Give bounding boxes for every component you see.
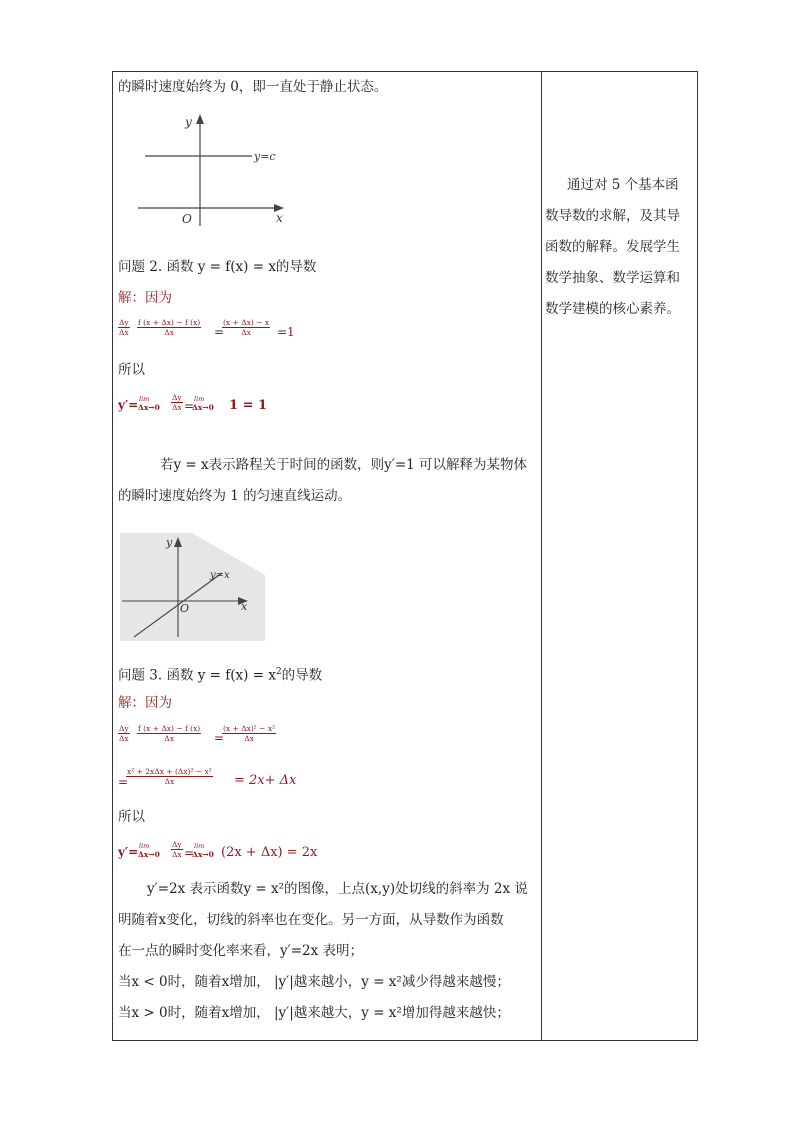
note-line-1: 通过对 5 个基本函 <box>567 177 679 193</box>
q2-lim-1: lim <box>139 395 150 403</box>
q3-paragraph-line3: 在一点的瞬时变化率来看，y′=2x 表明； <box>118 943 363 959</box>
right-column-note <box>545 170 695 325</box>
q3-lim-1: lim <box>139 842 150 850</box>
q2-limsub-2: Δx→0 <box>192 403 214 412</box>
q2-lim-result: 1 = 1 <box>229 398 268 413</box>
q3-lim-fraction: $\frac{\Delta y}{\Delta x}$ <box>172 840 182 859</box>
q3-limsub-2: Δx→0 <box>192 850 214 859</box>
q3-paragraph-line4: 当x < 0时，随着x增加， |y′|越来越小，y = x²减少得越来越慢； <box>118 974 510 990</box>
note-line-4: 数学抽象、数学运算和 <box>545 270 680 286</box>
q2-result: =1 <box>277 325 295 339</box>
constant-function-graph <box>130 108 300 233</box>
q2-lim-fraction: $\frac{\Delta y}{\Delta x}$ <box>172 393 182 412</box>
graph2-x-label: x <box>241 600 248 613</box>
q2-solution-label: 解：因为 <box>118 290 172 306</box>
q3-result-1: = 2x+ Δx <box>234 773 297 788</box>
q3-paragraph-line1: y′=2x 表示函数y = x²的图像，上点(x,y)处切线的斜率为 2x 说 <box>147 881 528 897</box>
graph2-y-label: y <box>166 536 173 549</box>
graph1-c-label: y=c <box>254 150 276 163</box>
note-line-2: 数导数的求解，及其导 <box>545 208 680 224</box>
q2-equals-sign: = <box>214 325 225 339</box>
q2-fraction-difference: $\frac{f (x + \Delta x) - f (x)}{\Delta x}$ <box>138 318 201 337</box>
q3-lim-2: lim <box>194 842 205 850</box>
q2-paragraph-line2: 的瞬时速度始终为 1 的匀速直线运动。 <box>118 488 352 504</box>
q3-limsub-1: Δx→0 <box>138 850 160 859</box>
q3-equals-sign: = <box>214 731 225 745</box>
q2-paragraph-line1: 若y = x表示路程关于时间的函数，则y′=1 可以解释为某物体 <box>160 457 528 473</box>
question-3-title: 问题 3. 函数 $y = f(x) = x^2$的导数 <box>118 667 323 684</box>
q3-equals-sign-2: = <box>118 775 129 789</box>
q3-lim-result: (2x + Δx) = 2x <box>221 845 318 860</box>
q2-so-label: 所以 <box>118 362 145 378</box>
q2-lim-2: lim <box>194 395 205 403</box>
q2-limsub-1: Δx→0 <box>138 403 160 412</box>
q3-yprime: y′= <box>118 845 139 859</box>
q2-lim-equals: = <box>184 399 195 413</box>
q3-fraction-dy-dx: $\frac{\Delta y}{\Delta x}$ <box>119 724 129 743</box>
q3-so-label: 所以 <box>118 809 145 825</box>
q2-yprime: y′= <box>118 398 139 412</box>
q3-fraction-expanded: x² + 2xΔx + (Δx)² − x² Δx <box>127 767 212 786</box>
graph1-y-label: y <box>185 115 192 129</box>
q3-paragraph-line2: 明随着x变化，切线的斜率也在变化。另一方面，从导数作为函数 <box>118 912 504 928</box>
q3-solution-label: 解：因为 <box>118 695 172 711</box>
question-2-title: 问题 2. 函数 y = f(x) = x的导数 <box>118 259 317 275</box>
q3-paragraph-line5: 当x > 0时，随着x增加， |y′|越来越大，y = x²增加得越来越快； <box>118 1005 510 1021</box>
q2-fraction-simplified: $\frac{(x + \Delta x) - x}{\Delta x}$ <box>223 318 270 337</box>
graph1-x-label: x <box>276 211 283 225</box>
graph2-yx-label: y=x <box>210 570 230 581</box>
q3-fraction-squared: $\frac{\text{(x + Δx)² − x²}}{\Delta x}$ <box>223 724 276 743</box>
intro-line: 的瞬时速度始终为 0，即一直处于静止状态。 <box>118 79 388 95</box>
note-line-3: 函数的解释。发展学生 <box>545 239 680 255</box>
graph1-origin-label: O <box>182 212 192 226</box>
q3-lim-equals: = <box>184 846 195 860</box>
graph2-origin-label: O <box>180 602 190 615</box>
q2-fraction-dy-dx: $\frac{\Delta y}{\Delta x}$ <box>119 318 129 337</box>
note-line-5: 数学建模的核心素养。 <box>545 301 680 317</box>
identity-function-graph <box>120 533 268 641</box>
q3-fraction-difference: $\frac{f (x + \Delta x) - f (x)}{\Delta x}$ <box>138 724 201 743</box>
column-divider <box>541 72 542 1040</box>
